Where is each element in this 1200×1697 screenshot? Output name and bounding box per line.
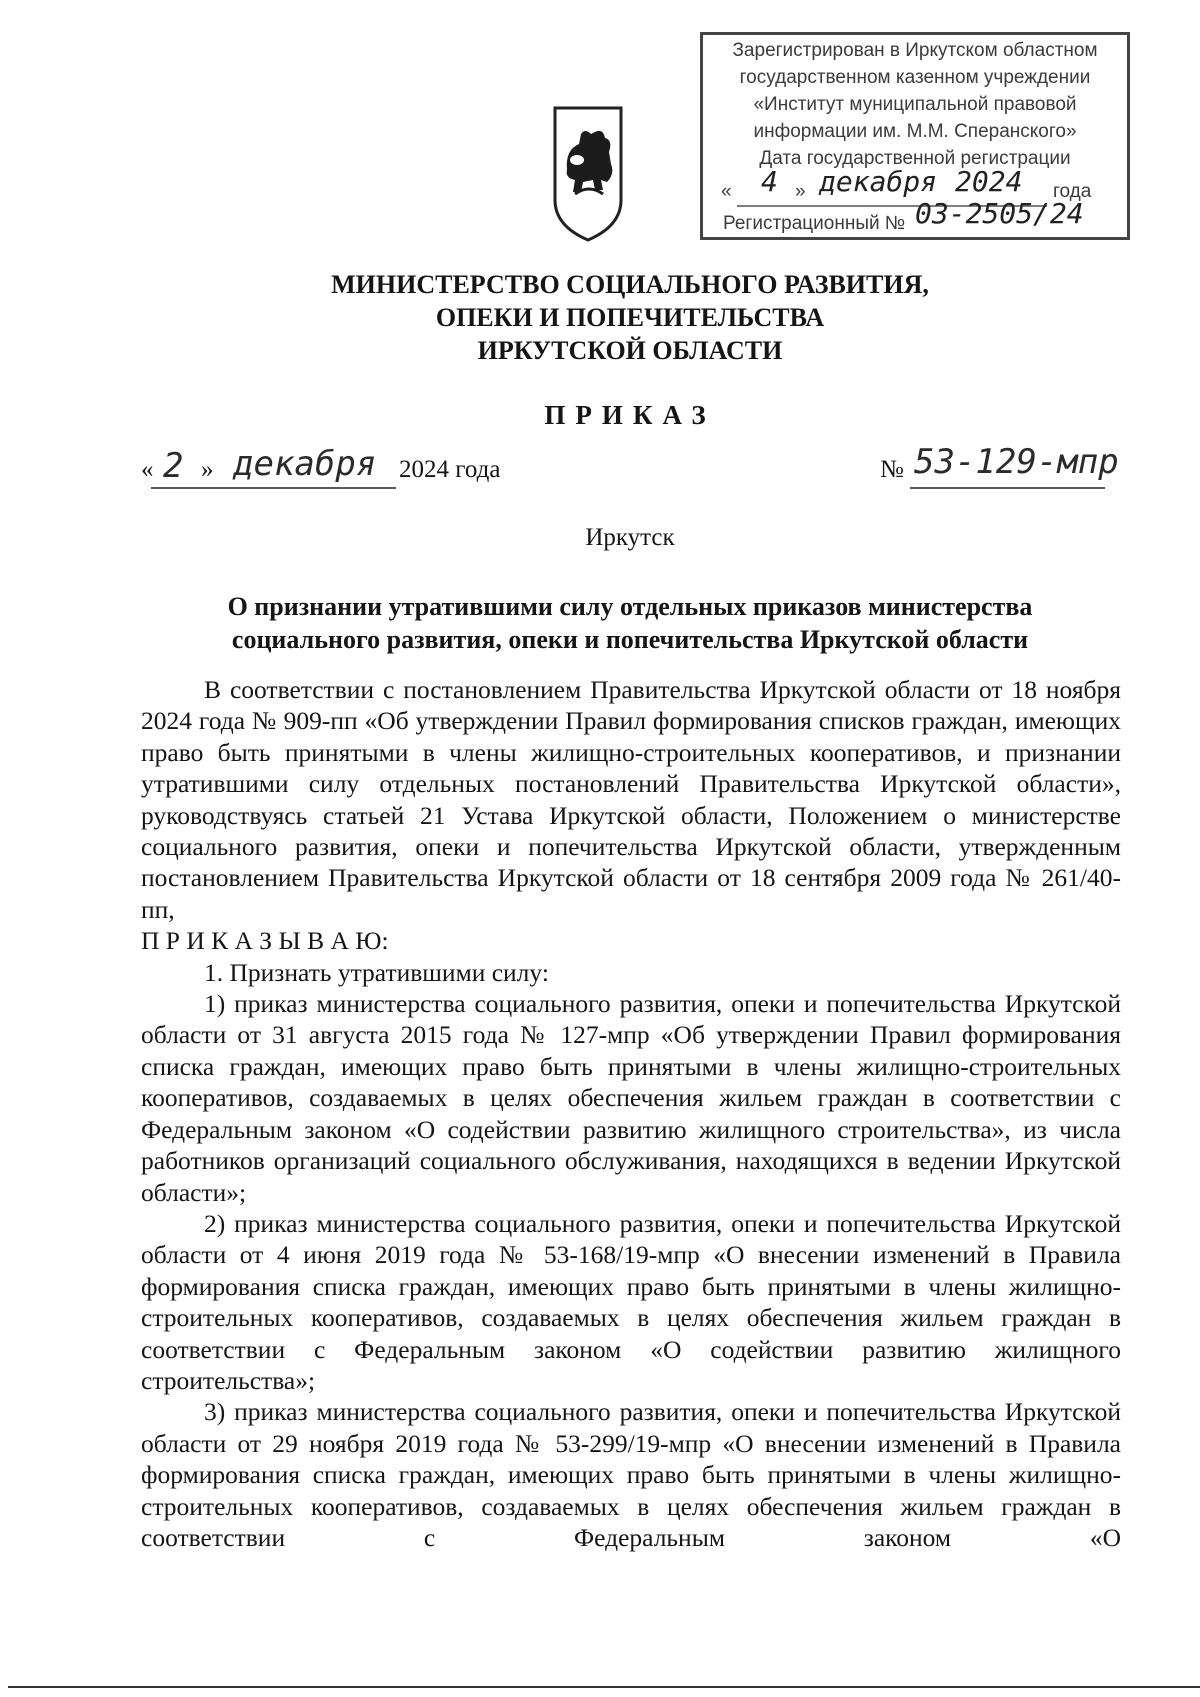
order-word: П Р И К А З Ы В А Ю:	[141, 926, 389, 956]
order-subject-line: социального развития, опеки и попечительства Иркутской области	[231, 625, 1029, 654]
stamp-date-year: 2024	[955, 165, 1023, 198]
stamp-line: государственном казенном учреждении	[739, 67, 1091, 88]
order-subject-line: О признании утратившими силу отдельных приказов министерства	[227, 592, 1033, 621]
order-date-underline	[141, 486, 401, 490]
stamp-line: Дата государственной регистрации	[759, 148, 1071, 169]
order-number-underline	[910, 486, 1110, 490]
sub-item-2: 2) приказ министерства социального развития, опеки и попечительства Иркутской области от 4 июня 2019 года № 53-168/19-мпр «О внесении изменений в Правила формирования списка граждан, имеющих право быть принятыми в члены жилищно-строительных кооперативов, создаваемых в целях обеспечения жильем граждан в соответствии с Федеральным законом «О содействии развитию жилищного строительства»;	[141, 1208, 1121, 1395]
stamp-line: «Институт муниципальной правовой	[753, 94, 1077, 115]
order-date-year: 2024 года	[399, 456, 501, 483]
item-1: 1. Признать утратившими силу:	[204, 957, 549, 987]
ministry-name	[0, 268, 1200, 367]
stamp-date-open-quote: «	[721, 181, 732, 202]
order-number	[880, 442, 1140, 496]
document-type: ПРИКАЗ	[544, 400, 716, 430]
sub-item-1: 1) приказ министерства социального развития, опеки и попечительства Иркутской области от 31 августа 2015 года № 127-мпр «Об утверждении Правил формирования списка граждан, имеющих право быть принятыми в члены жилищно-строительных кооперативов, создаваемых в целях обеспечения жильем граждан в соответствии с Федеральным законом «О содействии развитию жилищного строительства», из числа работников организаций социального обслуживания, находящихся в ведении Иркутской области»;	[141, 989, 1121, 1207]
sub-item-3: 3) приказ министерства социального развития, опеки и попечительства Иркутской области от 29 ноября 2019 года № 53-299/19-мпр «О внесении изменений в Правила формирования списка граждан, имеющих право быть принятыми в члены жилищно-строительных кооперативов, создаваемых в целях обеспечения жильем граждан в соответствии с Федеральным законом «О	[141, 1397, 1121, 1552]
page-bottom-rule	[8, 1686, 1200, 1688]
order-date	[141, 444, 591, 496]
order-body	[141, 674, 1121, 1553]
order-date-close-quote: »	[201, 456, 214, 483]
stamp-line: информации им. М.М. Сперанского»	[753, 121, 1077, 142]
order-date-month: декабря	[233, 444, 377, 484]
order-date-day: 2	[163, 446, 184, 486]
stamp-date-suffix: года	[1053, 181, 1092, 202]
order-number-value: 53-129-мпр	[914, 442, 1119, 482]
ministry-name-line: ИРКУТСКОЙ ОБЛАСТИ	[477, 336, 783, 365]
stamp-reg-label: Регистрационный №	[723, 213, 906, 234]
order-subject	[0, 590, 1200, 656]
intro-paragraph: В соответствии с постановлением Правительства Иркутской области от 18 ноября 2024 года № 909-пп «Об утверждении Правил формирования списков граждан, имеющих право быть принятыми в члены жилищно-строительных кооперативов, и признании утратившими силу отдельных постановлений Правительства Иркутской области», руководствуясь статьей 21 Устава Иркутской области, Положением о министерстве социального развития, опеки и попечительства Иркутской области, утвержденным постановлением Правительства Иркутской области от 18 сентября 2009 года № 261/40-пп,	[141, 675, 1121, 924]
stamp-registration-number	[703, 197, 1127, 238]
stamp-reg-number: 03-2505/24	[915, 197, 1084, 230]
city: Иркутск	[585, 524, 675, 551]
stamp-date-day: 4	[761, 165, 778, 198]
ministry-name-line: МИНИСТЕРСТВО СОЦИАЛЬНОГО РАЗВИТИЯ,	[331, 270, 929, 299]
order-date-open-quote: «	[141, 456, 154, 483]
order-number-label: №	[880, 456, 904, 483]
ministry-name-line: ОПЕКИ И ПОПЕЧИТЕЛЬСТВА	[435, 303, 825, 332]
stamp-date-month: декабря	[819, 165, 938, 198]
registration-stamp	[700, 32, 1130, 240]
stamp-line: Зарегистрирован в Иркутском областном	[732, 40, 1098, 61]
irkutsk-coat-of-arms-icon	[551, 104, 625, 244]
stamp-date-close-quote: »	[795, 181, 806, 202]
